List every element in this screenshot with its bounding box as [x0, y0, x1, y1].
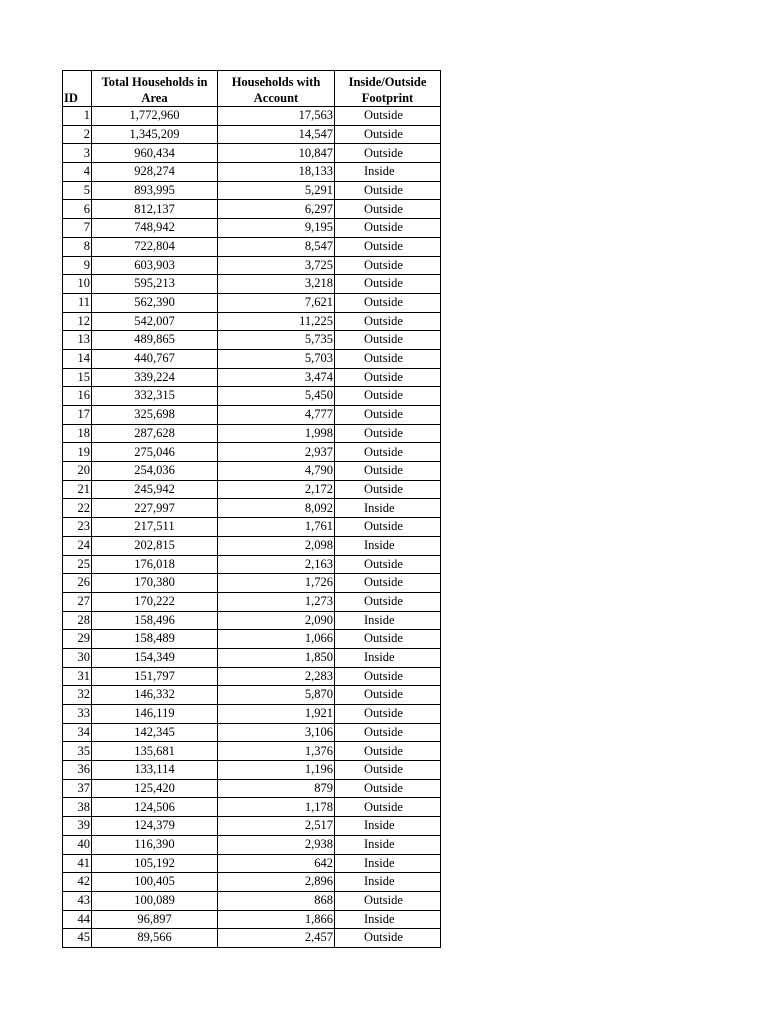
cell-total-households: 1,345,209 — [92, 125, 218, 144]
cell-inside-outside: Inside — [335, 854, 441, 873]
header-households-with-account: Households with Account — [218, 71, 335, 107]
cell-total-households: 332,315 — [92, 387, 218, 406]
cell-inside-outside: Outside — [335, 368, 441, 387]
table-row — [63, 686, 441, 705]
table-row — [63, 667, 441, 686]
cell-id: 42 — [63, 873, 92, 892]
cell-inside-outside: Inside — [335, 835, 441, 854]
table-row — [63, 107, 441, 126]
table-row — [63, 555, 441, 574]
cell-inside-outside: Outside — [335, 349, 441, 368]
cell-inside-outside: Outside — [335, 237, 441, 256]
cell-id: 27 — [63, 592, 92, 611]
header-id: ID — [63, 71, 92, 107]
cell-inside-outside: Inside — [335, 817, 441, 836]
cell-total-households: 254,036 — [92, 462, 218, 481]
table-row — [63, 630, 441, 649]
table-row — [63, 163, 441, 182]
cell-households-with-account: 11,225 — [218, 312, 335, 331]
cell-inside-outside: Outside — [335, 798, 441, 817]
table-row — [63, 648, 441, 667]
table-row — [63, 574, 441, 593]
table-row — [63, 779, 441, 798]
cell-households-with-account: 2,090 — [218, 611, 335, 630]
cell-id: 2 — [63, 125, 92, 144]
cell-total-households: 170,380 — [92, 574, 218, 593]
cell-id: 34 — [63, 723, 92, 742]
cell-total-households: 217,511 — [92, 518, 218, 537]
cell-id: 39 — [63, 817, 92, 836]
cell-inside-outside: Outside — [335, 779, 441, 798]
cell-households-with-account: 2,457 — [218, 929, 335, 948]
table-row — [63, 237, 441, 256]
table-row — [63, 181, 441, 200]
cell-households-with-account: 8,547 — [218, 237, 335, 256]
cell-id: 6 — [63, 200, 92, 219]
cell-id: 19 — [63, 443, 92, 462]
cell-households-with-account: 3,725 — [218, 256, 335, 275]
cell-total-households: 339,224 — [92, 368, 218, 387]
cell-inside-outside: Inside — [335, 648, 441, 667]
cell-households-with-account: 9,195 — [218, 219, 335, 238]
cell-total-households: 722,804 — [92, 237, 218, 256]
cell-id: 21 — [63, 480, 92, 499]
table-row — [63, 705, 441, 724]
cell-households-with-account: 4,790 — [218, 462, 335, 481]
cell-households-with-account: 1,066 — [218, 630, 335, 649]
cell-households-with-account: 5,870 — [218, 686, 335, 705]
cell-id: 31 — [63, 667, 92, 686]
cell-total-households: 928,274 — [92, 163, 218, 182]
cell-households-with-account: 3,106 — [218, 723, 335, 742]
cell-total-households: 125,420 — [92, 779, 218, 798]
table-row — [63, 723, 441, 742]
cell-inside-outside: Outside — [335, 480, 441, 499]
cell-id: 43 — [63, 891, 92, 910]
table-row — [63, 462, 441, 481]
table-row — [63, 817, 441, 836]
cell-id: 26 — [63, 574, 92, 593]
cell-id: 9 — [63, 256, 92, 275]
table-row — [63, 835, 441, 854]
cell-total-households: 146,332 — [92, 686, 218, 705]
table-row — [63, 854, 441, 873]
cell-id: 23 — [63, 518, 92, 537]
cell-inside-outside: Inside — [335, 873, 441, 892]
cell-total-households: 202,815 — [92, 536, 218, 555]
table-row — [63, 499, 441, 518]
cell-total-households: 812,137 — [92, 200, 218, 219]
cell-total-households: 124,506 — [92, 798, 218, 817]
cell-inside-outside: Outside — [335, 929, 441, 948]
table-row — [63, 592, 441, 611]
cell-total-households: 1,772,960 — [92, 107, 218, 126]
cell-total-households: 275,046 — [92, 443, 218, 462]
cell-households-with-account: 1,850 — [218, 648, 335, 667]
cell-inside-outside: Outside — [335, 275, 441, 294]
table-row — [63, 480, 441, 499]
cell-inside-outside: Outside — [335, 200, 441, 219]
cell-total-households: 142,345 — [92, 723, 218, 742]
cell-total-households: 489,865 — [92, 331, 218, 350]
cell-id: 45 — [63, 929, 92, 948]
cell-total-households: 170,222 — [92, 592, 218, 611]
cell-households-with-account: 1,726 — [218, 574, 335, 593]
cell-id: 24 — [63, 536, 92, 555]
cell-total-households: 227,997 — [92, 499, 218, 518]
cell-id: 13 — [63, 331, 92, 350]
cell-total-households: 325,698 — [92, 406, 218, 425]
cell-households-with-account: 2,172 — [218, 480, 335, 499]
cell-households-with-account: 5,291 — [218, 181, 335, 200]
cell-households-with-account: 3,474 — [218, 368, 335, 387]
cell-total-households: 245,942 — [92, 480, 218, 499]
cell-households-with-account: 1,273 — [218, 592, 335, 611]
cell-id: 41 — [63, 854, 92, 873]
cell-households-with-account: 868 — [218, 891, 335, 910]
table-body — [63, 107, 441, 948]
cell-total-households: 105,192 — [92, 854, 218, 873]
cell-total-households: 158,496 — [92, 611, 218, 630]
cell-households-with-account: 5,735 — [218, 331, 335, 350]
cell-id: 25 — [63, 555, 92, 574]
cell-inside-outside: Outside — [335, 312, 441, 331]
cell-total-households: 562,390 — [92, 293, 218, 312]
cell-households-with-account: 17,563 — [218, 107, 335, 126]
cell-id: 28 — [63, 611, 92, 630]
cell-id: 29 — [63, 630, 92, 649]
cell-total-households: 124,379 — [92, 817, 218, 836]
cell-households-with-account: 1,178 — [218, 798, 335, 817]
cell-id: 37 — [63, 779, 92, 798]
table-row — [63, 424, 441, 443]
table-row — [63, 144, 441, 163]
table-row — [63, 312, 441, 331]
cell-total-households: 133,114 — [92, 761, 218, 780]
table-row — [63, 256, 441, 275]
cell-id: 10 — [63, 275, 92, 294]
cell-inside-outside: Inside — [335, 499, 441, 518]
cell-inside-outside: Outside — [335, 387, 441, 406]
cell-inside-outside: Inside — [335, 611, 441, 630]
cell-inside-outside: Outside — [335, 443, 441, 462]
cell-inside-outside: Outside — [335, 574, 441, 593]
table-row — [63, 406, 441, 425]
cell-inside-outside: Outside — [335, 293, 441, 312]
cell-total-households: 100,089 — [92, 891, 218, 910]
cell-households-with-account: 5,703 — [218, 349, 335, 368]
cell-id: 4 — [63, 163, 92, 182]
cell-inside-outside: Outside — [335, 256, 441, 275]
cell-total-households: 151,797 — [92, 667, 218, 686]
table-row — [63, 293, 441, 312]
cell-households-with-account: 1,921 — [218, 705, 335, 724]
table-row — [63, 761, 441, 780]
cell-id: 20 — [63, 462, 92, 481]
table-row — [63, 200, 441, 219]
cell-households-with-account: 1,376 — [218, 742, 335, 761]
cell-total-households: 595,213 — [92, 275, 218, 294]
cell-households-with-account: 879 — [218, 779, 335, 798]
cell-id: 40 — [63, 835, 92, 854]
cell-id: 1 — [63, 107, 92, 126]
cell-households-with-account: 2,938 — [218, 835, 335, 854]
cell-total-households: 154,349 — [92, 648, 218, 667]
cell-total-households: 116,390 — [92, 835, 218, 854]
cell-households-with-account: 1,998 — [218, 424, 335, 443]
cell-id: 15 — [63, 368, 92, 387]
cell-households-with-account: 3,218 — [218, 275, 335, 294]
table-row — [63, 891, 441, 910]
cell-households-with-account: 2,283 — [218, 667, 335, 686]
table-row — [63, 536, 441, 555]
cell-households-with-account: 2,163 — [218, 555, 335, 574]
cell-total-households: 89,566 — [92, 929, 218, 948]
cell-total-households: 176,018 — [92, 555, 218, 574]
cell-inside-outside: Outside — [335, 742, 441, 761]
cell-inside-outside: Inside — [335, 910, 441, 929]
cell-inside-outside: Outside — [335, 555, 441, 574]
households-table — [62, 70, 441, 948]
cell-households-with-account: 6,297 — [218, 200, 335, 219]
cell-inside-outside: Outside — [335, 406, 441, 425]
table-row — [63, 125, 441, 144]
cell-inside-outside: Inside — [335, 536, 441, 555]
cell-inside-outside: Outside — [335, 181, 441, 200]
cell-id: 35 — [63, 742, 92, 761]
cell-inside-outside: Outside — [335, 462, 441, 481]
table-row — [63, 443, 441, 462]
table-row — [63, 929, 441, 948]
table-row — [63, 368, 441, 387]
cell-id: 3 — [63, 144, 92, 163]
cell-inside-outside: Outside — [335, 125, 441, 144]
cell-households-with-account: 2,517 — [218, 817, 335, 836]
cell-inside-outside: Outside — [335, 219, 441, 238]
cell-inside-outside: Outside — [335, 723, 441, 742]
cell-households-with-account: 8,092 — [218, 499, 335, 518]
cell-id: 36 — [63, 761, 92, 780]
cell-households-with-account: 10,847 — [218, 144, 335, 163]
cell-total-households: 158,489 — [92, 630, 218, 649]
cell-id: 12 — [63, 312, 92, 331]
cell-id: 22 — [63, 499, 92, 518]
cell-inside-outside: Outside — [335, 891, 441, 910]
cell-households-with-account: 1,866 — [218, 910, 335, 929]
cell-id: 44 — [63, 910, 92, 929]
cell-id: 33 — [63, 705, 92, 724]
table-row — [63, 611, 441, 630]
cell-total-households: 893,995 — [92, 181, 218, 200]
table-row — [63, 219, 441, 238]
cell-households-with-account: 7,621 — [218, 293, 335, 312]
table-row — [63, 910, 441, 929]
cell-total-households: 603,903 — [92, 256, 218, 275]
cell-inside-outside: Outside — [335, 686, 441, 705]
table-row — [63, 349, 441, 368]
cell-households-with-account: 4,777 — [218, 406, 335, 425]
header-inside-outside: Inside/Outside Footprint — [335, 71, 441, 107]
table-row — [63, 275, 441, 294]
cell-inside-outside: Outside — [335, 761, 441, 780]
cell-inside-outside: Outside — [335, 144, 441, 163]
cell-id: 17 — [63, 406, 92, 425]
cell-inside-outside: Outside — [335, 592, 441, 611]
cell-inside-outside: Outside — [335, 630, 441, 649]
table-row — [63, 331, 441, 350]
cell-households-with-account: 642 — [218, 854, 335, 873]
cell-inside-outside: Outside — [335, 705, 441, 724]
cell-id: 38 — [63, 798, 92, 817]
header-row — [63, 71, 441, 107]
cell-total-households: 440,767 — [92, 349, 218, 368]
cell-households-with-account: 18,133 — [218, 163, 335, 182]
cell-id: 18 — [63, 424, 92, 443]
table-row — [63, 387, 441, 406]
table-row — [63, 518, 441, 537]
cell-total-households: 96,897 — [92, 910, 218, 929]
cell-households-with-account: 2,098 — [218, 536, 335, 555]
cell-total-households: 146,119 — [92, 705, 218, 724]
table-row — [63, 742, 441, 761]
table-row — [63, 798, 441, 817]
cell-total-households: 135,681 — [92, 742, 218, 761]
cell-households-with-account: 5,450 — [218, 387, 335, 406]
cell-id: 30 — [63, 648, 92, 667]
table-row — [63, 873, 441, 892]
cell-id: 5 — [63, 181, 92, 200]
cell-inside-outside: Outside — [335, 107, 441, 126]
cell-inside-outside: Inside — [335, 163, 441, 182]
cell-total-households: 542,007 — [92, 312, 218, 331]
cell-households-with-account: 1,196 — [218, 761, 335, 780]
cell-total-households: 960,434 — [92, 144, 218, 163]
cell-households-with-account: 2,937 — [218, 443, 335, 462]
cell-inside-outside: Outside — [335, 667, 441, 686]
cell-inside-outside: Outside — [335, 331, 441, 350]
cell-households-with-account: 14,547 — [218, 125, 335, 144]
cell-id: 8 — [63, 237, 92, 256]
header-total-households: Total Households in Area — [92, 71, 218, 107]
cell-id: 14 — [63, 349, 92, 368]
cell-id: 32 — [63, 686, 92, 705]
cell-inside-outside: Outside — [335, 424, 441, 443]
cell-households-with-account: 1,761 — [218, 518, 335, 537]
cell-id: 11 — [63, 293, 92, 312]
cell-inside-outside: Outside — [335, 518, 441, 537]
cell-total-households: 748,942 — [92, 219, 218, 238]
cell-id: 16 — [63, 387, 92, 406]
cell-total-households: 100,405 — [92, 873, 218, 892]
cell-households-with-account: 2,896 — [218, 873, 335, 892]
cell-total-households: 287,628 — [92, 424, 218, 443]
cell-id: 7 — [63, 219, 92, 238]
